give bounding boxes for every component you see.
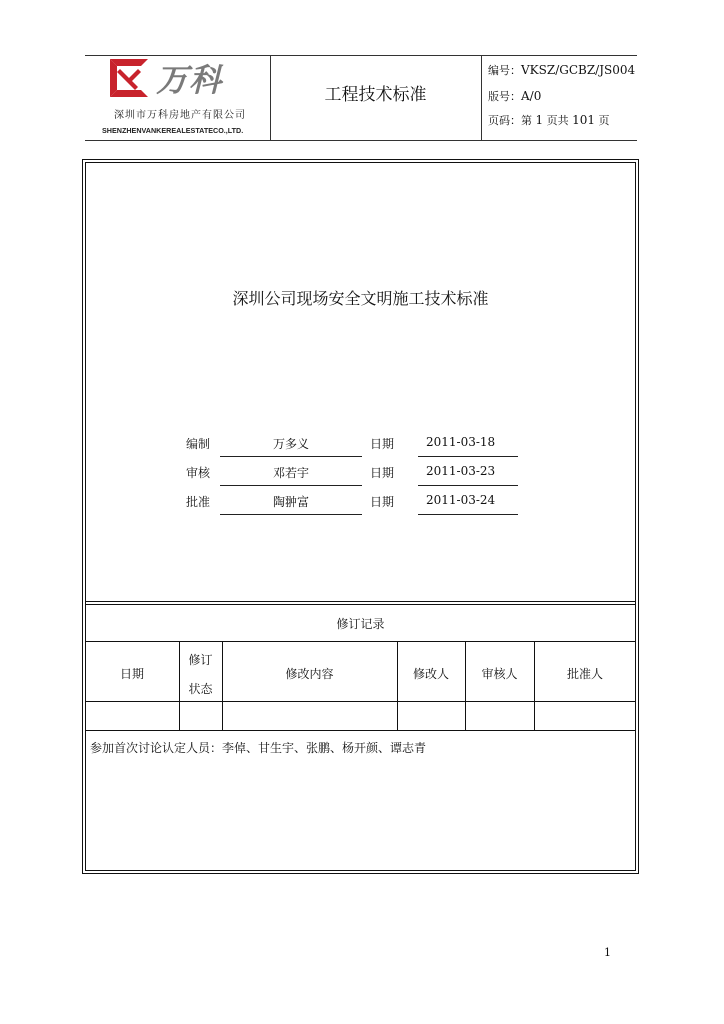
doc-page-suffix: 页 [595,114,610,127]
table-column-divider [534,641,535,730]
column-header-date: 日期 [119,667,144,681]
table-rule [85,641,636,642]
signature-underline [220,514,362,515]
participants-list: 李倬、甘生宇、张鹏、杨开颜、谭志青 [222,741,427,755]
signature-name: 陶翀富 [272,495,309,509]
signature-date-underline [418,485,518,486]
signature-underline [220,456,362,457]
revision-record-title: 修订记录 [336,617,385,631]
doc-page-label: 页码： [488,114,521,127]
signature-row-reviewer [0,464,724,494]
signature-date-underline [418,514,518,515]
signature-date: 2011-03-24 [426,493,496,507]
doc-page-mid: 页共 [543,114,573,127]
signature-date-label: 日期 [370,495,395,509]
signature-role: 批准 [186,495,211,509]
doc-code-label: 编号： [488,64,521,77]
doc-version-label: 版号： [488,90,521,103]
company-name-cn: 深圳市万科房地产有限公司 [114,110,246,121]
signature-row-compiler [0,435,724,465]
section-separator [85,601,636,602]
signature-date-underline [418,456,518,457]
doc-page-current: 1 [535,113,544,127]
doc-version [488,88,541,104]
vanke-logo-icon [108,57,150,99]
signature-date-label: 日期 [370,437,395,451]
table-column-divider [397,641,398,730]
document-category: 工程技术标准 [324,85,427,105]
participants-note [90,739,426,756]
doc-page-prefix: 第 [521,114,536,127]
company-logo [100,55,265,140]
signature-name: 邓若宇 [272,466,309,480]
signature-row-approver [0,493,724,523]
signature-underline [220,485,362,486]
column-header-modifier: 修改人 [412,667,449,681]
company-name-en: SHENZHENVANKEREALESTATECO.,LTD. [102,126,244,135]
column-header-approver: 批准人 [566,667,603,681]
column-header-status-line1: 修订 [188,653,213,667]
doc-code [488,62,635,78]
signature-name: 万多义 [272,437,309,451]
column-header-content: 修改内容 [285,667,334,681]
page-number: 1 [604,946,611,959]
signature-role: 编制 [186,437,211,451]
table-rule [85,701,636,702]
doc-page-total: 101 [572,113,596,127]
doc-version-value: A/0 [521,89,542,103]
column-header-reviewer: 审核人 [481,667,518,681]
header-divider [481,55,482,141]
signature-role: 审核 [186,466,211,480]
participants-label: 参加首次讨论认定人员： [90,741,223,755]
document-title: 深圳公司现场安全文明施工技术标准 [232,289,489,308]
section-separator [85,604,636,605]
table-rule [85,730,636,731]
header-bottom-rule [85,140,637,141]
column-header-status-line2: 状态 [188,682,213,696]
signature-date: 2011-03-23 [426,464,496,478]
table-column-divider [465,641,466,730]
logo-wordmark: 万科 [156,61,223,99]
doc-code-value: VKSZ/GCBZ/JS004 [521,63,636,77]
signature-date-label: 日期 [370,466,395,480]
table-column-divider [222,641,223,730]
doc-page-info [488,112,610,128]
signature-date: 2011-03-18 [426,435,496,449]
